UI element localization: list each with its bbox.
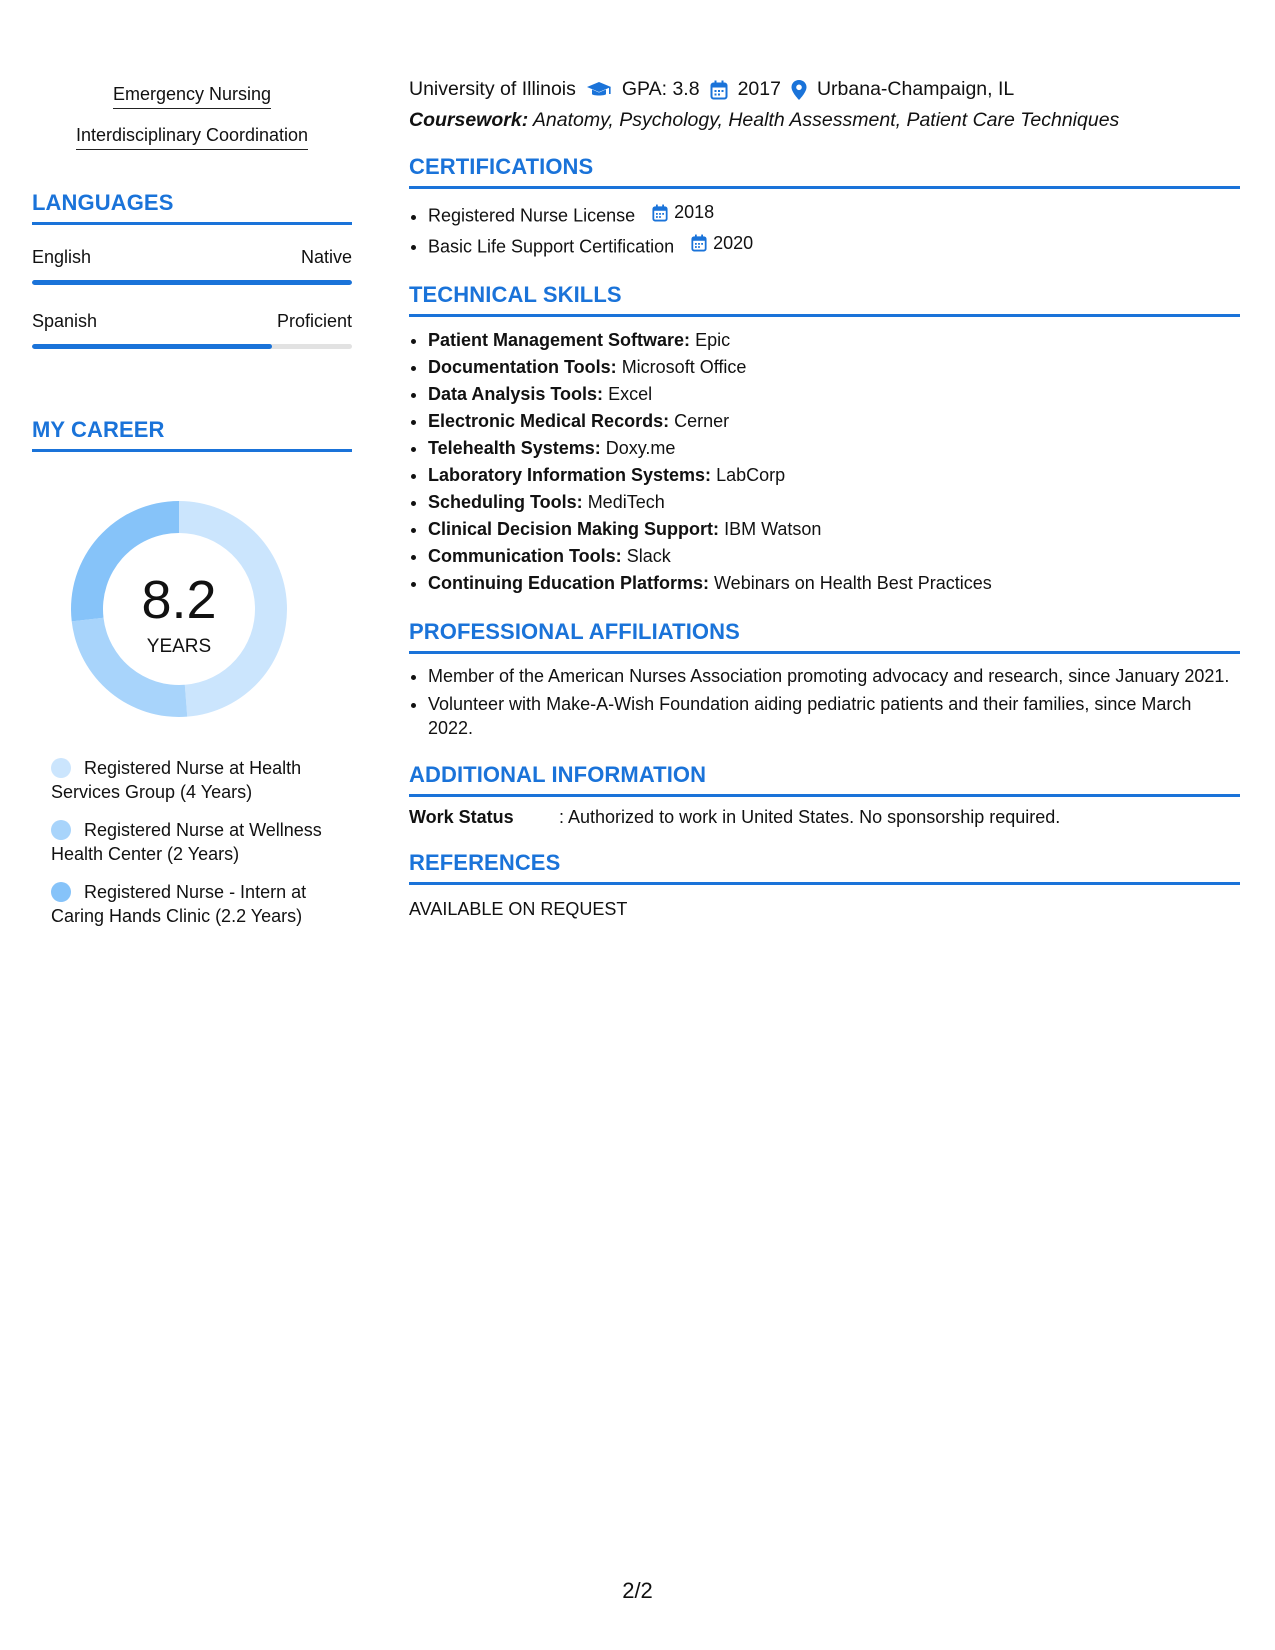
language-name: English — [32, 247, 92, 267]
list-item — [428, 462, 1240, 489]
skill-category: Clinical Decision Making Support: — [428, 519, 720, 539]
list-item — [428, 516, 1240, 543]
coursework-value: Anatomy, Psychology, Health Assessment, Patient Care Techniques — [532, 109, 1120, 131]
skill-tool: Epic — [695, 330, 731, 350]
right-column — [409, 78, 1240, 920]
list-item — [428, 354, 1240, 381]
left-column — [32, 84, 352, 942]
school-name: University of Illinois — [409, 78, 576, 100]
list-item — [428, 543, 1240, 570]
skill-category: Electronic Medical Records: — [428, 411, 670, 431]
language-progress-fill — [32, 344, 272, 349]
legend-label: Registered Nurse at Health Services Group (4 Years) — [51, 758, 302, 802]
skill-tool: Microsoft Office — [621, 357, 747, 377]
skill-category: Documentation Tools: — [428, 357, 617, 377]
skill-tool: Cerner — [674, 411, 730, 431]
career-heading: MY CAREER — [32, 417, 352, 452]
legend-dot — [51, 820, 71, 840]
legend-label: Registered Nurse - Intern at Caring Hands Clinic (2.2 Years) — [51, 882, 307, 926]
language-progress-fill — [32, 280, 352, 285]
skill-category: Continuing Education Platforms: — [428, 573, 709, 593]
skill-label: Emergency Nursing — [113, 84, 271, 109]
skill-tool: LabCorp — [716, 465, 786, 485]
skill-category: Telehealth Systems: — [428, 438, 601, 458]
language-item — [32, 247, 352, 285]
references-section — [409, 850, 1240, 920]
language-progress-bar — [32, 280, 352, 285]
calendar-icon — [710, 80, 728, 100]
list-item: • Member of the American Nurses Association promoting advocacy and research, since January 2021. — [428, 664, 1240, 688]
legend-item — [51, 756, 351, 804]
certification-name: Basic Life Support Certification — [428, 236, 675, 256]
calendar-icon — [652, 204, 668, 222]
work-status-value: : Authorized to work in United States. No sponsorship required. — [559, 807, 1061, 827]
certification-year: 2020 — [713, 232, 754, 253]
skill-tool: Slack — [626, 546, 671, 566]
career-section — [32, 417, 352, 928]
language-level: Proficient — [276, 311, 352, 331]
coursework-label: Coursework: — [409, 109, 529, 131]
skill-category: Communication Tools: — [428, 546, 622, 566]
affiliations-heading: PROFESSIONAL AFFILIATIONS — [409, 619, 1240, 654]
list-item — [428, 199, 1240, 230]
technical-skills-heading: TECHNICAL SKILLS — [409, 282, 1240, 317]
legend-item — [51, 818, 351, 866]
additional-info-section — [409, 762, 1240, 828]
technical-skills-section — [409, 282, 1240, 597]
list-item — [428, 489, 1240, 516]
calendar-icon — [691, 234, 707, 252]
legend-dot — [51, 758, 71, 778]
certifications-list — [409, 199, 1240, 260]
career-legend — [51, 756, 351, 928]
skill-tool: MediTech — [587, 492, 665, 512]
career-total-years: 8.2 — [141, 570, 217, 630]
skill-label: Interdisciplinary Coordination — [76, 125, 308, 150]
affiliations-list — [409, 664, 1240, 740]
legend-label: Registered Nurse at Wellness Health Center (2 Years) — [51, 820, 322, 864]
certification-name: Registered Nurse License — [428, 205, 636, 226]
gpa-value: GPA: 3.8 — [621, 78, 700, 100]
list-item: • Volunteer with Make-A-Wish Foundation aiding pediatric patients and their families, since March 2022. — [428, 692, 1240, 740]
page-indicator: 2/2 — [622, 1578, 653, 1603]
technical-skills-list — [409, 327, 1240, 597]
skill-item — [32, 84, 352, 109]
career-years-unit: YEARS — [146, 636, 212, 657]
language-name: Spanish — [32, 311, 98, 331]
list-item — [428, 570, 1240, 597]
school-location: Urbana-Champaign, IL — [816, 78, 1015, 100]
work-status-row — [409, 807, 1240, 828]
certification-year: 2018 — [674, 202, 715, 222]
additional-info-heading: ADDITIONAL INFORMATION — [409, 762, 1240, 797]
references-text: AVAILABLE ON REQUEST — [409, 899, 628, 919]
graduation-year: 2017 — [737, 78, 781, 100]
skill-item — [32, 125, 352, 150]
skill-tool: Doxy.me — [605, 438, 676, 458]
education-line — [409, 78, 1240, 101]
skill-category: Laboratory Information Systems: — [428, 465, 712, 485]
skill-tool: IBM Watson — [724, 519, 822, 539]
language-progress-bar — [32, 344, 352, 349]
legend-dot — [51, 882, 71, 902]
certifications-section — [409, 154, 1240, 260]
skill-tool: Excel — [608, 384, 653, 404]
list-item — [428, 327, 1240, 354]
skill-category: Scheduling Tools: — [428, 492, 583, 512]
skill-category: Patient Management Software: — [428, 330, 691, 350]
map-pin-icon — [791, 80, 807, 100]
languages-heading: LANGUAGES — [32, 190, 352, 225]
list-item — [428, 435, 1240, 462]
skill-category: Data Analysis Tools: — [428, 384, 604, 404]
language-item — [32, 311, 352, 349]
skill-tool: Webinars on Health Best Practices — [714, 573, 992, 593]
certifications-heading: CERTIFICATIONS — [409, 154, 1240, 189]
affiliations-section — [409, 619, 1240, 740]
work-status-label: Work Status — [409, 807, 514, 827]
languages-section — [32, 190, 352, 349]
legend-item — [51, 880, 351, 928]
career-donut-chart — [66, 496, 292, 722]
list-item — [428, 381, 1240, 408]
list-item — [428, 408, 1240, 435]
coursework-line — [409, 109, 1240, 132]
references-heading: REFERENCES — [409, 850, 1240, 885]
language-level: Native — [300, 247, 352, 267]
list-item — [428, 230, 1240, 261]
graduation-cap-icon — [586, 80, 612, 100]
